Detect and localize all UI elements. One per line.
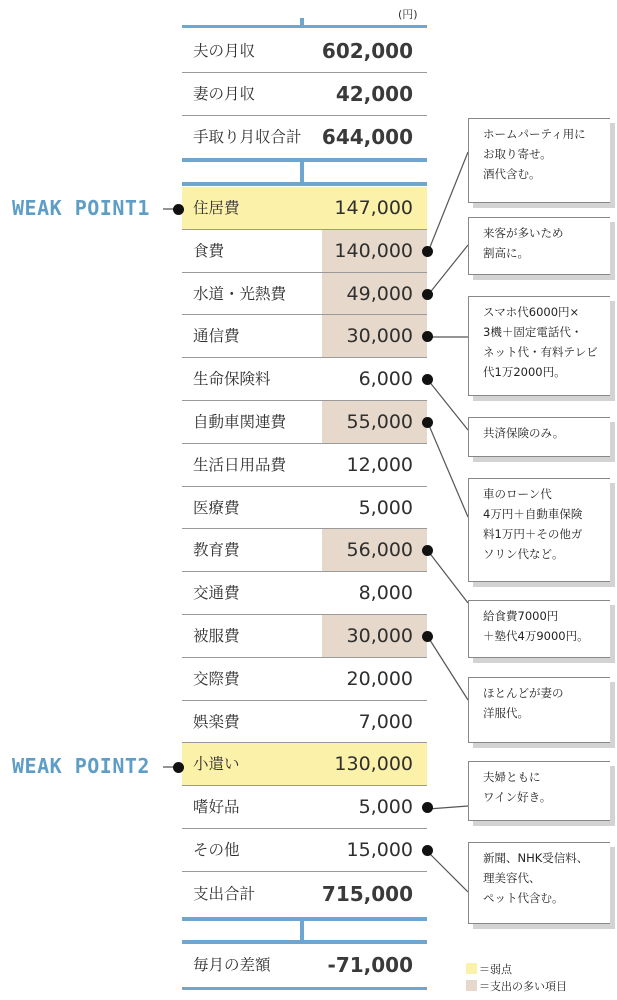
weak-point-2-label: WEAK POINT2 bbox=[12, 754, 150, 778]
legend-swatch-high bbox=[466, 980, 477, 991]
callout-dot bbox=[422, 289, 433, 300]
expense-value: 49,000 bbox=[346, 283, 413, 305]
note-other: 新聞、NHK受信料、 理美容代、 ペット代含む。 bbox=[468, 842, 610, 924]
note-communication: スマホ代6000円× 3機＋固定電話代・ ネット代・有料テレビ 代1万2000円。 bbox=[468, 296, 610, 396]
income-value: 42,000 bbox=[335, 82, 413, 106]
callout-dot bbox=[422, 631, 433, 642]
expense-value: 140,000 bbox=[334, 240, 413, 262]
weak-point-1-dot bbox=[173, 204, 184, 215]
expense-value: 55,000 bbox=[346, 411, 413, 433]
income-label: 夫の月収 bbox=[193, 42, 256, 60]
note-food: ホームパーティ用に お取り寄せ。 酒代含む。 bbox=[468, 118, 610, 203]
income-total-value: 644,000 bbox=[321, 125, 413, 149]
expense-label: 娯楽費 bbox=[193, 713, 240, 731]
callout-dot bbox=[422, 802, 433, 813]
expense-value: 147,000 bbox=[334, 197, 413, 219]
callout-dot bbox=[422, 845, 433, 856]
expense-value: 5,000 bbox=[358, 497, 413, 519]
expense-value: 30,000 bbox=[346, 325, 413, 347]
expense-label: 交際費 bbox=[193, 670, 240, 688]
weak-point-1-label: WEAK POINT1 bbox=[12, 196, 150, 220]
difference-label: 毎月の差額 bbox=[193, 956, 271, 974]
expense-label: 住居費 bbox=[193, 199, 240, 217]
expense-label: その他 bbox=[193, 841, 240, 859]
expense-total-label: 支出合計 bbox=[193, 885, 256, 903]
weak-point-2-dot bbox=[173, 762, 184, 773]
note-car: 車のローン代 4万円＋自動車保険 料1万円＋その他ガ ソリン代など。 bbox=[468, 478, 610, 582]
expense-label: 被服費 bbox=[193, 627, 240, 645]
income-label: 妻の月収 bbox=[193, 85, 256, 103]
legend-text-high: ＝支出の多い項目 bbox=[479, 980, 567, 993]
expense-label: 交通費 bbox=[193, 584, 240, 602]
unit-label: (円) bbox=[398, 8, 418, 21]
expense-value: 30,000 bbox=[346, 625, 413, 647]
expense-total-value: 715,000 bbox=[321, 882, 413, 906]
expense-label: 小遣い bbox=[193, 755, 240, 773]
income-total-label: 手取り月収合計 bbox=[193, 128, 302, 146]
expense-label: 医療費 bbox=[193, 499, 240, 517]
expense-label: 生命保険料 bbox=[193, 370, 271, 388]
expense-value: 6,000 bbox=[358, 368, 413, 390]
expense-label: 生活日用品費 bbox=[193, 456, 287, 474]
expense-label: 自動車関連費 bbox=[193, 413, 287, 431]
expense-value: 5,000 bbox=[358, 796, 413, 818]
expense-value: 56,000 bbox=[346, 539, 413, 561]
legend-text-weak: ＝弱点 bbox=[479, 963, 512, 976]
callout-dot bbox=[422, 331, 433, 342]
expense-label: 食費 bbox=[193, 242, 225, 260]
expense-value: 130,000 bbox=[334, 753, 413, 775]
expense-label: 通信費 bbox=[193, 327, 240, 345]
expense-value: 20,000 bbox=[346, 668, 413, 690]
note-insurance: 共済保険のみ。 bbox=[468, 417, 610, 457]
callout-dot bbox=[422, 374, 433, 385]
note-education: 給食費7000円 ＋塾代4万9000円。 bbox=[468, 600, 610, 658]
expense-label: 教育費 bbox=[193, 541, 240, 559]
income-value: 602,000 bbox=[321, 39, 413, 63]
note-luxury: 夫婦ともに ワイン好き。 bbox=[468, 761, 610, 821]
note-clothing: ほとんどが妻の 洋服代。 bbox=[468, 677, 610, 743]
expense-value: 12,000 bbox=[346, 454, 413, 476]
callout-dot bbox=[422, 246, 433, 257]
expense-label: 水道・光熱費 bbox=[193, 285, 287, 303]
callout-dot bbox=[422, 545, 433, 556]
legend-swatch-weak bbox=[466, 963, 477, 974]
expense-value: 8,000 bbox=[358, 582, 413, 604]
expense-value: 7,000 bbox=[358, 711, 413, 733]
callout-dot bbox=[422, 417, 433, 428]
difference-value: -71,000 bbox=[327, 953, 413, 977]
expense-label: 嗜好品 bbox=[193, 798, 240, 816]
expense-value: 15,000 bbox=[346, 839, 413, 861]
note-utilities: 来客が多いため 割高に。 bbox=[468, 217, 610, 275]
